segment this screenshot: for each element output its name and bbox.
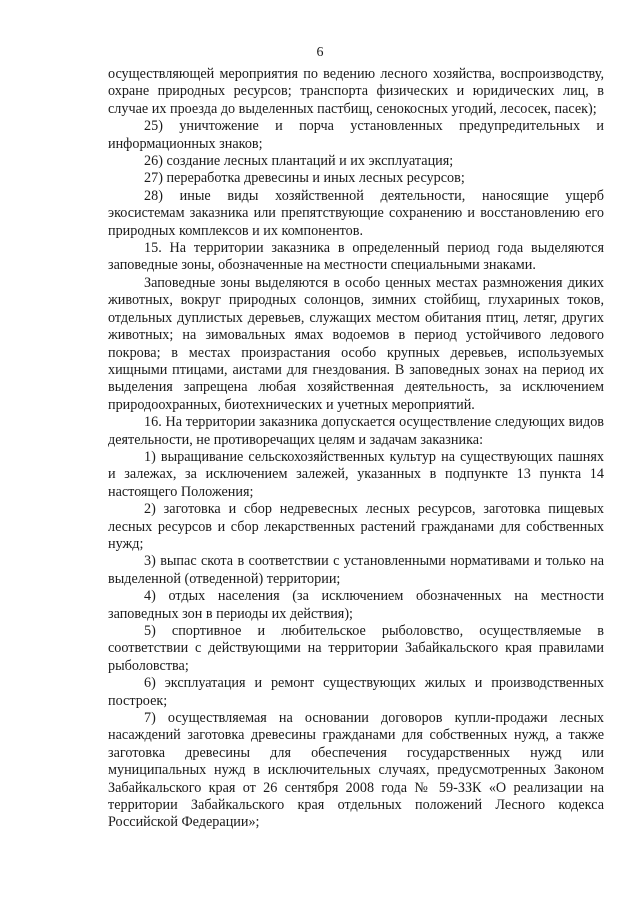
- clause-15-reserved-zones: Заповедные зоны выделяются в особо ценных местах размножения диких животных, вокруг природных солонцов, зимних стойбищ, глухариных токов, отдельных дуплистых деревьев, служащих местом обитания птиц, летяг, других животных; на зимовальных ямах водоемов в период устойчивого ледового покрова; в местах произрастания особо крупных деревьев, используемых хищными птицами, аистами для гнездования. В заповедных зонах на период их выделения запрещена любая хозяйственная деятельность, за исключением природоохранных, биотехнических и учетных мероприятий.: [108, 274, 604, 413]
- list-item-27: 27) переработка древесины и иных лесных ресурсов;: [144, 170, 465, 187]
- page-number: 6: [316, 45, 324, 60]
- allowed-item-6: 6) эксплуатация и ремонт существующих жилых и производственных построек;: [108, 675, 604, 709]
- paragraph-continuation: осуществляющей мероприятия по ведению лесного хозяйства, воспроизводству, охране природных ресурсов; транспорта физических и юридических лиц, в случае их проезда до выделенных пастбищ, сенокосных угодий, лесосек, пасек);: [108, 66, 604, 117]
- allowed-item-1: 1) выращивание сельскохозяйственных культур на существующих пашнях и залежах, за исключением залежей, указанных в подпункте 13 пункта 14 настоящего Положения;: [108, 448, 604, 500]
- allowed-item-5: 5) спортивное и любительское рыболовство, осуществляемые в соответствии с действующими на территории Забайкальского края правилами рыболовства;: [108, 623, 604, 674]
- clause-15: 15. На территории заказника в определенный период года выделяются заповедные зоны, обозначенные на местности специальными знаками.: [108, 240, 604, 274]
- clause-16: 16. На территории заказника допускается осуществление следующих видов деятельности, не противоречащих целям и задачам заказника:: [108, 414, 604, 448]
- allowed-item-4: 4) отдых населения (за исключением обозначенных на местности заповедных зон в периоды их действия);: [108, 588, 604, 622]
- document-body: [108, 66, 604, 832]
- allowed-item-2: 2) заготовка и сбор недревесных лесных ресурсов, заготовка пищевых лесных ресурсов и сбор лекарственных растений гражданами для собственных нужд;: [108, 501, 604, 552]
- list-item-26: 26) создание лесных плантаций и их эксплуатация;: [144, 153, 454, 170]
- allowed-item-7: 7) осуществляемая на основании договоров купли-продажи лесных насаждений заготовка древесины гражданами для собственных нужд, а также заготовка древесины для обеспечения государственных нужд или муниципальных нужд в исключительных случаях, предусмотренных Законом Забайкальского края от 26 сентября 2008 года № 59-ЗЗК «О реализации на территории Забайкальского края отдельных положений Лесного кодекса Российской Федерации»;: [108, 710, 604, 831]
- allowed-item-3: 3) выпас скота в соответствии с установленными нормативами и только на выделенной (отведенной) территории;: [108, 553, 604, 587]
- list-item-28: 28) иные виды хозяйственной деятельности, наносящие ущерб экосистемам заказника или препятствующие сохранению и восстановлению его природных комплексов и их компонентов.: [108, 187, 604, 239]
- list-item-25: 25) уничтожение и порча установленных предупредительных и информационных знаков;: [108, 118, 604, 152]
